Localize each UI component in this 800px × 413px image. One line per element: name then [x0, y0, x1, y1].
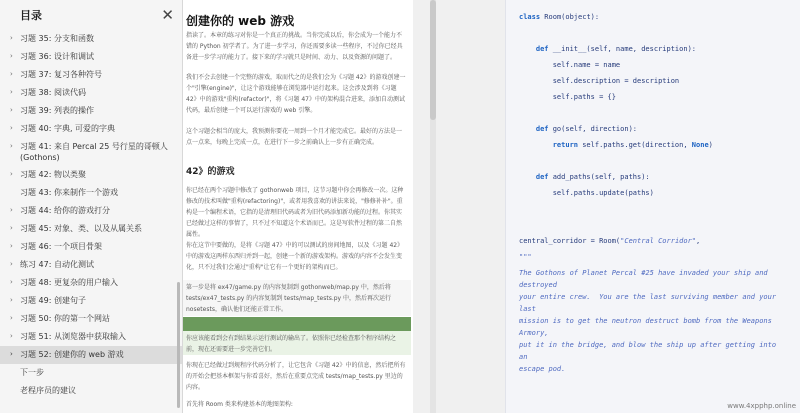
code-line — [519, 252, 532, 263]
toc-item-label: 练习 47: 自动化测试 — [20, 260, 94, 269]
code-token: def — [519, 125, 553, 133]
chevron-right-icon[interactable]: › — [10, 278, 13, 286]
toc-item[interactable] — [0, 382, 182, 400]
code-token: add_paths(self, paths): — [552, 173, 650, 181]
code-line — [519, 292, 776, 303]
toc-item-label: 习题 48: 更复杂的用户输入 — [20, 278, 118, 287]
code-token: The Gothons of Planet Percal #25 have invaded your ship and — [519, 269, 768, 277]
code-line — [519, 268, 768, 279]
toc-item[interactable] — [0, 220, 182, 238]
toc-item[interactable] — [0, 166, 182, 184]
code-token: mission is to get the neutron destruct bomb from the Weapons — [519, 317, 772, 325]
toc-item-label: 习题 37: 复习各种符号 — [20, 70, 102, 79]
toc-sidebar — [0, 0, 183, 413]
toc-item[interactable] — [0, 238, 182, 256]
toc-item[interactable] — [0, 364, 182, 382]
toc-item-label: 习题 42: 物以类聚 — [20, 170, 86, 179]
toc-item[interactable] — [0, 346, 182, 364]
chevron-right-icon[interactable]: › — [10, 314, 13, 322]
page-title: 创建你的 web 游戏 — [186, 14, 295, 28]
code-line — [519, 236, 700, 247]
toc-item-label: 习题 49: 创建句子 — [20, 296, 86, 305]
code-line — [519, 60, 620, 71]
toc-item[interactable] — [0, 274, 182, 292]
code-token: Room(object): — [544, 13, 600, 21]
code-token: your entire crew. You are the last surviving member and your — [519, 293, 777, 301]
chevron-right-icon[interactable] — [10, 367, 20, 378]
book-page-right-code — [505, 0, 800, 413]
chevron-right-icon[interactable]: › — [10, 350, 13, 358]
sidebar-scrollbar[interactable] — [177, 282, 180, 408]
toc-item[interactable] — [0, 184, 182, 202]
toc-item[interactable] — [0, 256, 182, 274]
toc-item-label: 习题 40: 字典, 可爱的字典 — [20, 124, 116, 133]
code-token: central_corridor = Room( — [519, 237, 621, 245]
code-line — [519, 76, 679, 87]
code-token: class — [519, 13, 545, 21]
chevron-right-icon[interactable]: › — [10, 52, 13, 60]
code-token: put it in the bridge, and blow the ship up after getting into — [519, 341, 777, 349]
toc-item-label: 习题 52: 创建你的 web 游戏 — [20, 350, 124, 359]
toc-title: 目录 — [20, 9, 42, 22]
code-token: def — [519, 45, 553, 53]
chevron-right-icon[interactable]: › — [10, 142, 13, 150]
code-token: return — [519, 141, 583, 149]
toc-item-label: 习题 36: 设计和调试 — [20, 52, 94, 61]
toc-item-label: 习题 50: 你的第一个网站 — [20, 314, 110, 323]
toc-item-label: 下一步 — [20, 368, 44, 377]
page-gutter — [413, 0, 505, 413]
toc-item-label: 习题 41: 来自 Percal 25 号行星的哥顿人 (Gothons) — [20, 142, 168, 162]
watermark: www.4xpphp.online — [727, 402, 796, 410]
code-line — [519, 172, 650, 183]
toc-item[interactable] — [0, 292, 182, 310]
toc-item-label: 习题 44: 给你的游戏打分 — [20, 206, 110, 215]
code-line — [519, 188, 654, 199]
code-token: "Central Corridor" — [620, 237, 697, 245]
toc-item[interactable] — [0, 138, 182, 166]
paragraph: 首先将 Room 类来构建基本的地图架构: — [186, 401, 293, 408]
section-heading: 42》的游戏 — [186, 167, 235, 177]
code-token: an — [519, 353, 528, 361]
chevron-right-icon[interactable]: › — [10, 332, 13, 340]
code-token: , — [696, 237, 701, 245]
toc-item-label: 习题 43: 你来制作一个游戏 — [20, 188, 118, 197]
chevron-right-icon[interactable]: › — [10, 224, 13, 232]
code-line — [519, 316, 772, 327]
code-line — [519, 328, 549, 339]
chevron-right-icon[interactable]: › — [10, 106, 13, 114]
close-icon[interactable]: ✕ — [161, 5, 174, 24]
toc-header — [0, 0, 182, 30]
chevron-right-icon[interactable]: › — [10, 88, 13, 96]
code-line — [519, 12, 599, 23]
paragraph: 这个习题会相当的庞大，我预测你要花一周到一个月才能完成它。最好的方法是一点一点来，每晚上完成一点，在进行下一步之前确认上一步有正确完成。 — [186, 128, 403, 146]
paragraph: 你已经在两个习题中修改了 gothonweb 项目，这节习题中你会再修改一次。这种修改的技术叫做"重构(refactoring)"，或者用我喜欢的讲法来说，"修修补补"。重构是一个编程术语，它指的是清理旧代码或者为旧代码添加新功能的过程。你其实已经做过这样的事情了，只不过不知道这个术语而已。这是写软件过程的第二自然属性。 — [186, 187, 404, 238]
paragraph: 你现在已经做过到规程序代码分析了，让它包含《习题 42》中的信息，然后把所有的开始会把基本框架与你看喜好，然后在重要点完成 tests/map_tests.py 里边的内容。 — [186, 362, 406, 391]
code-line — [519, 124, 637, 135]
paragraph: 我们不会去创建一个完整的游戏，取而代之的是我们会为《习题 42》的游戏创建一个"引擎(engine)"，让这个游戏能够在浏览器中运行起来。这会涉及到将《习题 42》中的游戏"重构(refactor)"，将《习题 47》中的架构混合进来，添加自动测试代码，最后创建一个可以运行游戏的 web 引擎。 — [186, 74, 406, 114]
toc-item[interactable] — [0, 202, 182, 220]
code-line — [519, 304, 536, 315]
toc-item-label: 老程序员的建议 — [20, 386, 76, 395]
code-token: """ — [519, 253, 532, 261]
toc-item[interactable] — [0, 84, 182, 102]
toc-item-label: 习题 38: 阅读代码 — [20, 88, 86, 97]
toc-list — [0, 30, 182, 400]
chevron-right-icon[interactable]: › — [10, 206, 13, 214]
chevron-right-icon[interactable]: › — [10, 124, 13, 132]
toc-item[interactable] — [0, 102, 182, 120]
code-token: self.description = description — [519, 77, 680, 85]
toc-item-label: 习题 35: 分支和函数 — [20, 34, 94, 43]
code-token: self.paths.update(paths) — [519, 189, 654, 197]
chevron-right-icon[interactable] — [10, 187, 20, 198]
code-token: None — [691, 141, 709, 149]
code-line — [519, 280, 557, 291]
toc-item[interactable] — [0, 310, 182, 328]
toc-item-label: 习题 45: 对象、类、以及从属关系 — [20, 224, 142, 233]
code-token: ) — [708, 141, 713, 149]
code-line — [519, 352, 527, 363]
page-scrollbar-thumb[interactable] — [430, 0, 436, 120]
paragraph: 你应该能看到会有到结果示运行测试的输出了。依照你已经检查那个程序结构之前，现在还需要进一步完善它们。 — [186, 335, 397, 353]
code-line — [519, 364, 565, 375]
toc-item[interactable] — [0, 120, 182, 138]
code-token: self.paths = {} — [519, 93, 616, 101]
code-token: escape pod. — [519, 365, 566, 373]
code-token: self.name = name — [519, 61, 621, 69]
code-token: __init__(self, name, description): — [552, 45, 697, 53]
code-token: destroyed — [519, 281, 557, 289]
toc-item-label: 习题 46: 一个项目骨架 — [20, 242, 102, 251]
paragraph: 你在这节中要做的，是将《习题 47》中的可以测试的房间地图，以及《习题 42》中的游戏这两样东西归并到一起，创建一个新的游戏架构。游戏的内容不会发生变化，只不过我们会通过"重构"让它有一个更好的架构而已。 — [186, 242, 404, 271]
chevron-right-icon[interactable]: › — [10, 242, 13, 250]
code-token: self.paths.get(direction, — [582, 141, 692, 149]
paragraph: 第一步是将 ex47/game.py 的内容复制到 gothonweb/map.py 中，然后将 tests/ex47_tests.py 的内容复制到 tests/map_tests.py 中，然后再次运行 nosetests，确认他们还能正常工作。 — [186, 284, 391, 313]
chevron-right-icon[interactable]: › — [10, 296, 13, 304]
chevron-right-icon[interactable]: › — [10, 34, 13, 42]
toc-item-label: 习题 39: 列表的操作 — [20, 106, 94, 115]
toc-item[interactable] — [0, 30, 182, 48]
book-page-left — [183, 0, 413, 413]
code-token: def — [519, 173, 553, 181]
chevron-right-icon[interactable] — [10, 385, 20, 396]
code-token: go(self, direction): — [552, 125, 638, 133]
code-token: Armory, — [519, 329, 549, 337]
toc-item[interactable] — [0, 66, 182, 84]
code-line — [519, 44, 696, 55]
toc-item[interactable] — [0, 328, 182, 346]
code-line — [519, 92, 616, 103]
chevron-right-icon[interactable]: › — [10, 260, 13, 268]
code-token: last — [519, 305, 536, 313]
toc-item-label: 习题 51: 从浏览器中获取输入 — [20, 332, 126, 341]
code-line — [519, 140, 713, 151]
toc-item[interactable] — [0, 48, 182, 66]
code-header-bar — [183, 317, 411, 331]
paragraph: 指读了。本章的练习对你是一个真正的挑战。当你完成以后，你会成为一个能力不错的 Python 初学者了。为了进一步学习，你还需要多读一些程序，不过你已经具备进一步学习的能力了。接下来的学习就只是时间、动力、以及资源的问题了。 — [186, 32, 403, 61]
chevron-right-icon[interactable]: › — [10, 70, 13, 78]
chevron-right-icon[interactable]: › — [10, 170, 13, 178]
code-line — [519, 340, 776, 351]
